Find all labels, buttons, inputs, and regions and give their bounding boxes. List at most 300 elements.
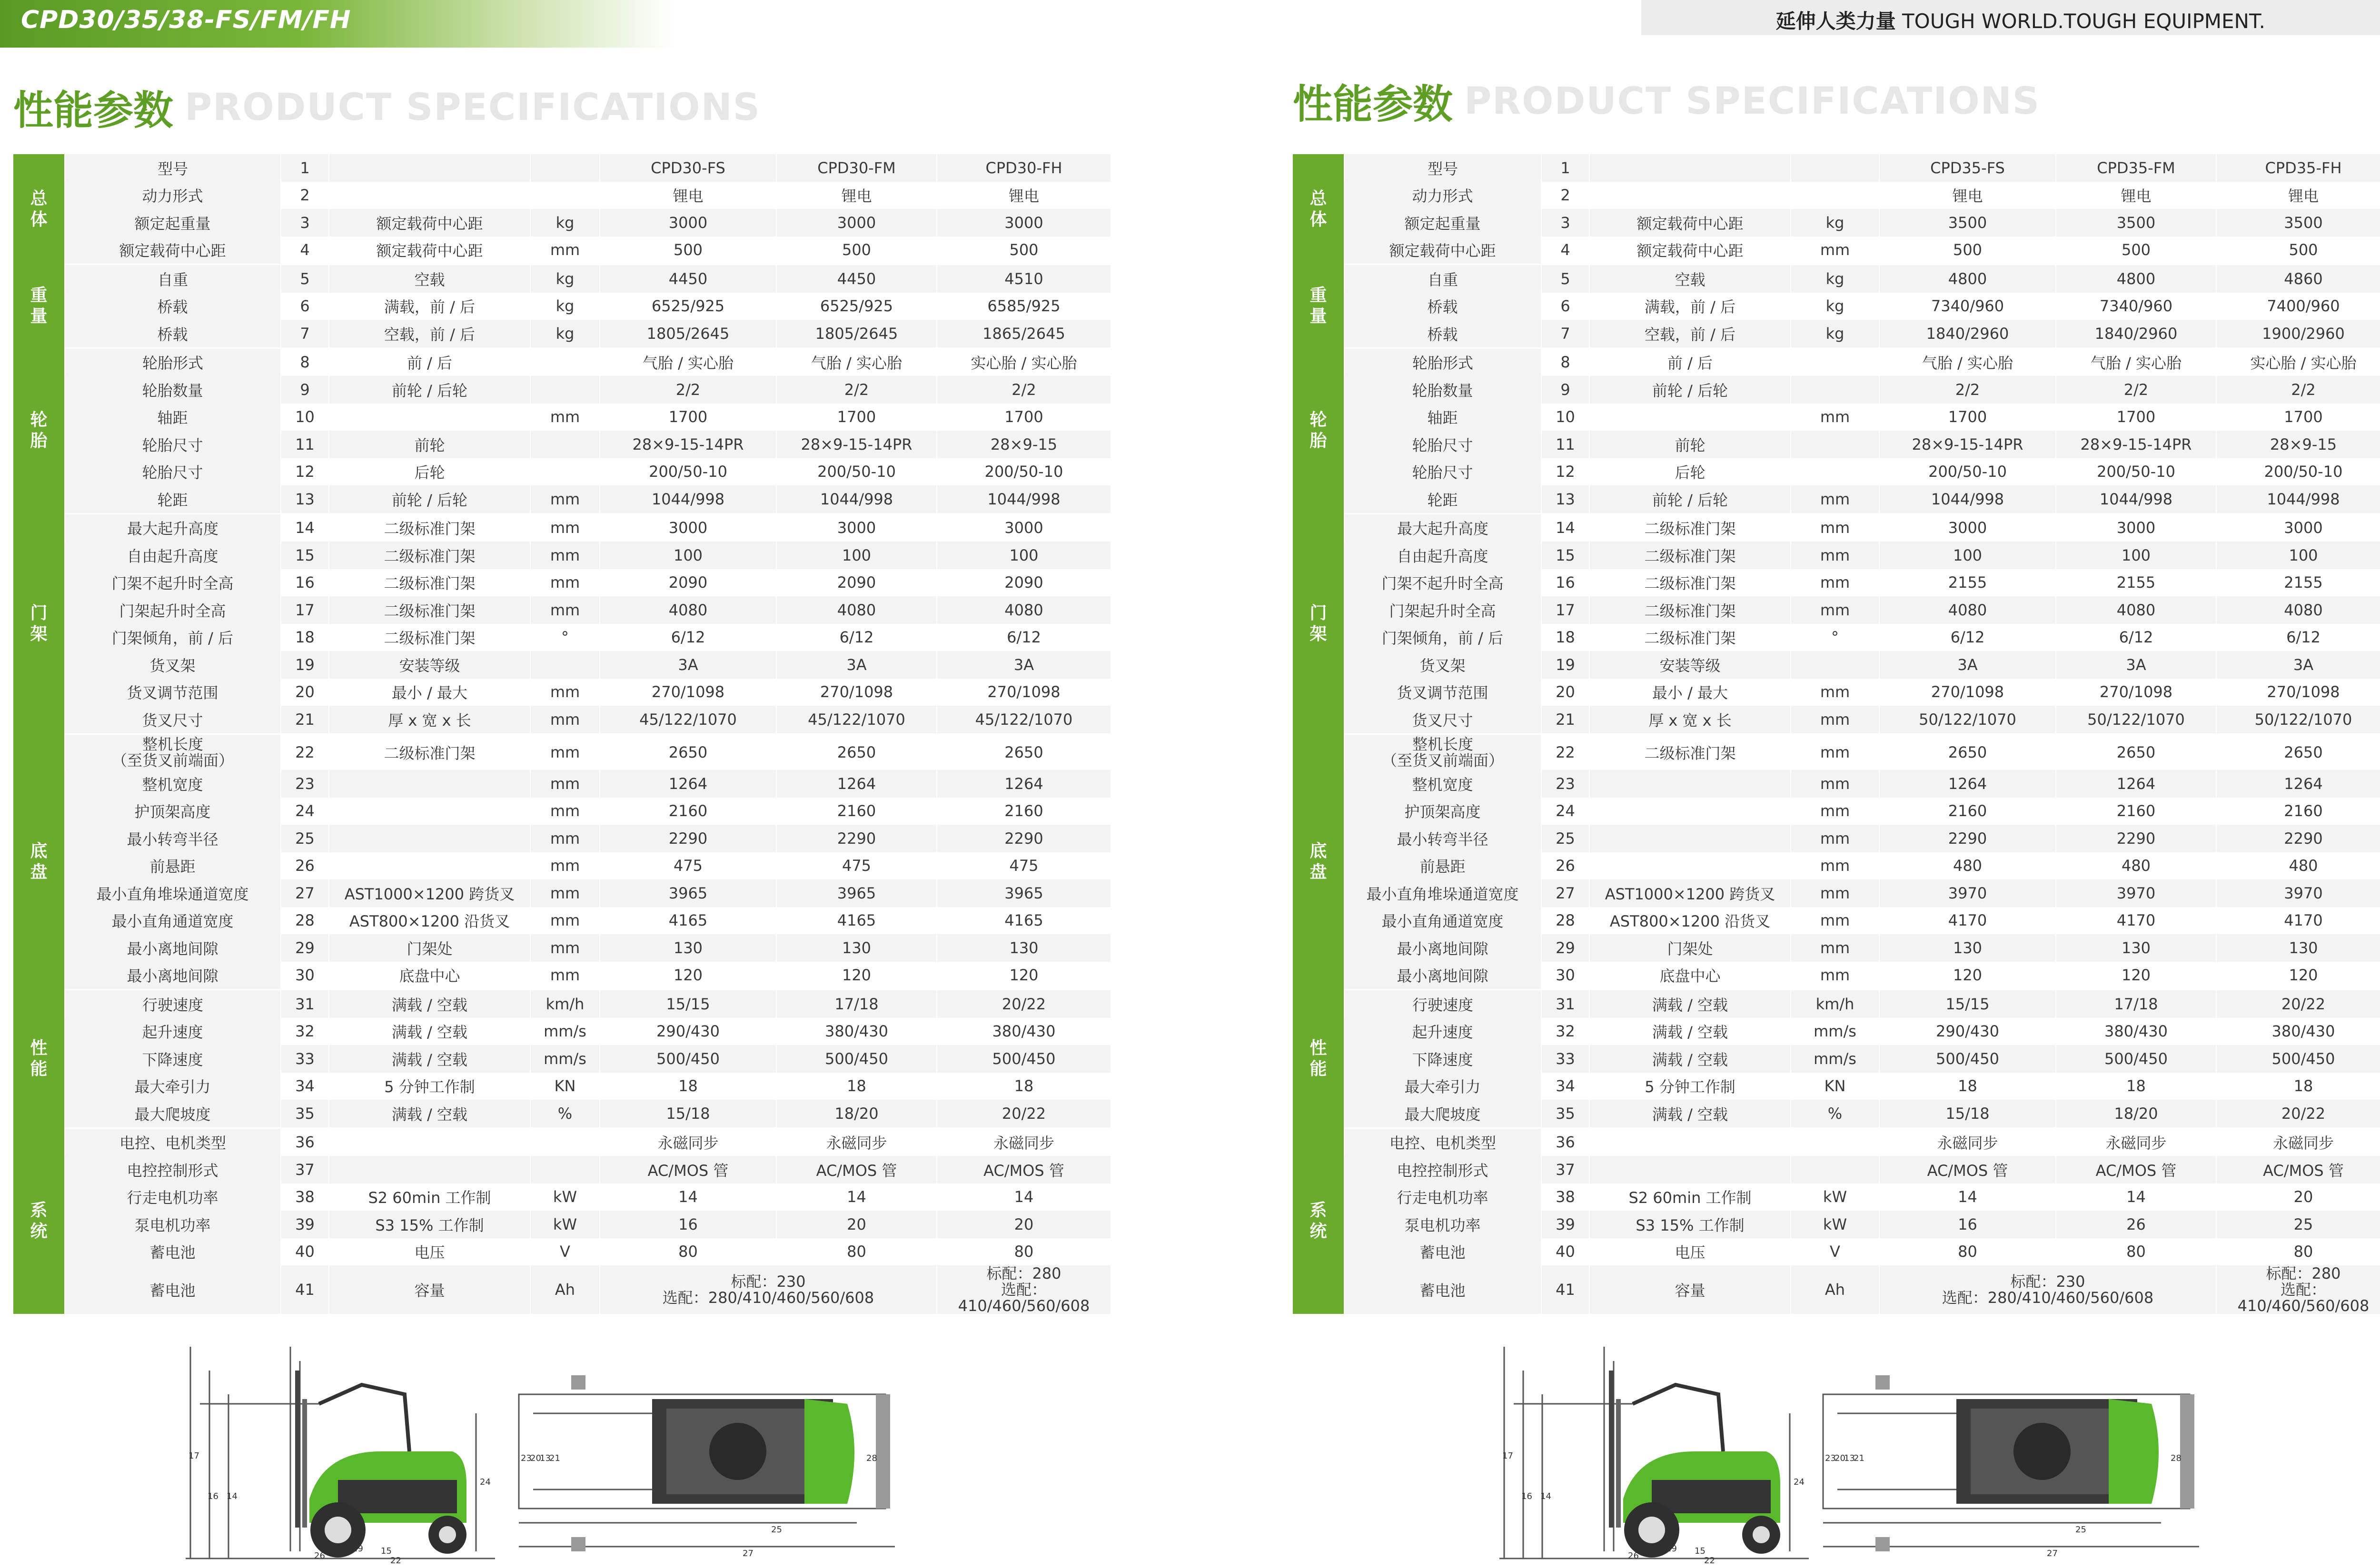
row-number: 32 [281,1018,329,1045]
spec-row [1293,706,2380,734]
spec-row [1293,962,2380,990]
spec-name: 门架起升时全高 [65,596,281,624]
spec-name: 型号 [1344,154,1541,182]
spec-row [1293,1156,2380,1183]
spec-name: 桥载 [1344,293,1541,320]
spec-unit: mm [1791,237,1879,265]
spec-condition: S2 60min 工作制 [329,1183,530,1211]
spec-value: 4080 [2216,596,2380,624]
group-label: 门 架 [13,513,65,734]
spec-value: 475 [937,852,1111,880]
spec-name: 整机长度 （至货叉前端面） [65,734,281,770]
spec-value: 80 [937,1238,1111,1266]
group-label: 门 架 [1293,513,1344,734]
spec-name: 门架倾角，前 / 后 [1344,624,1541,651]
spec-row [1293,1183,2380,1211]
spec-unit: mm/s [530,1018,600,1045]
spec-value: 气胎 / 实心胎 [2056,348,2216,376]
spec-value: 120 [1879,962,2056,990]
spec-unit: kg [530,265,600,293]
spec-row [1293,209,2380,237]
spec-value: 3970 [2216,879,2380,907]
row-number: 13 [281,485,329,513]
spec-row [13,542,1111,569]
spec-value: 3000 [600,513,776,542]
row-number: 23 [1541,770,1589,798]
spec-condition: 满载 / 空载 [329,1045,530,1073]
spec-value: 130 [1879,934,2056,962]
spec-name: 整机宽度 [1344,770,1541,798]
row-number: 36 [281,1128,329,1156]
row-number: 8 [1541,348,1589,376]
spec-value: 1044/998 [776,485,937,513]
spec-value: 50/122/1070 [1879,706,2056,734]
spec-condition: 最小 / 最大 [329,679,530,706]
slogan-cn: 延伸人类力量 [1775,10,1896,33]
spec-name: 最小直角堆垛通道宽度 [65,879,281,907]
spec-row [13,1073,1111,1100]
spec-condition [1589,404,1791,431]
row-number: 10 [1541,404,1589,431]
dim-14: 14 [227,1491,238,1501]
spec-name: 最大爬坡度 [65,1100,281,1128]
forklift-side-view-right [1495,1342,1818,1566]
spec-value: 14 [2056,1183,2216,1211]
section-title-cn: 性能参数 [13,87,174,134]
spec-unit: kW [1791,1211,1879,1238]
spec-value: 120 [2056,962,2216,990]
spec-value: 1044/998 [1879,485,2056,513]
spec-value: 18 [776,1073,937,1100]
spec-condition: 满载 / 空载 [329,990,530,1018]
spec-unit: mm [530,485,600,513]
spec-condition: 二级标准门架 [329,734,530,770]
spec-value: 2160 [937,798,1111,825]
row-number: 26 [1541,852,1589,880]
dim-23: 23 [521,1453,532,1463]
spec-row [13,1128,1111,1156]
row-number: 38 [281,1183,329,1211]
spec-row [13,1211,1111,1238]
spec-value: 4165 [776,907,937,935]
spec-row [1293,320,2380,348]
spec-name: 桥载 [65,293,281,320]
spec-row [1293,852,2380,880]
spec-value: 20/22 [2216,1100,2380,1128]
spec-condition: 前轮 / 后轮 [1589,376,1791,404]
spec-value: 4080 [776,596,937,624]
spec-row [13,154,1111,182]
spec-value: 2650 [2056,734,2216,770]
spec-row [1293,934,2380,962]
spec-condition: 前轮 [1589,431,1791,458]
spec-name: 轮胎形式 [65,348,281,376]
spec-value: 28×9-15-14PR [1879,431,2056,458]
spec-name: 电控控制形式 [65,1156,281,1183]
spec-condition [329,798,530,825]
dim-23: 23 [1825,1453,1836,1463]
spec-value: 2290 [1879,825,2056,852]
spec-unit: % [530,1100,600,1128]
spec-name: 自重 [1344,265,1541,293]
spec-name: 轮胎数量 [1344,376,1541,404]
spec-condition: 前 / 后 [1589,348,1791,376]
spec-row [1293,624,2380,651]
spec-value: 标配：280 选配：410/460/560/608 [2216,1265,2380,1314]
row-number: 41 [281,1265,329,1314]
spec-value: 6/12 [2056,624,2216,651]
spec-value: 100 [2216,542,2380,569]
group-label: 系 统 [13,1128,65,1314]
spec-name: 型号 [65,154,281,182]
spec-condition [329,404,530,431]
dim-15: 15 [1695,1546,1706,1556]
spec-value: 500/450 [2056,1045,2216,1073]
spec-name: 最大牵引力 [65,1073,281,1100]
spec-row [13,265,1111,293]
spec-unit: kW [1791,1183,1879,1211]
row-number: 33 [1541,1045,1589,1073]
spec-value: 380/430 [2056,1018,2216,1045]
spec-row [1293,907,2380,935]
spec-unit: mm [530,542,600,569]
dim-15: 15 [381,1546,392,1556]
row-number: 13 [1541,485,1589,513]
spec-value: 1044/998 [2056,485,2216,513]
spec-condition: 5 分钟工作制 [329,1073,530,1100]
dim-20: 20 [1835,1453,1845,1463]
spec-value: 100 [600,542,776,569]
spec-value: 500/450 [600,1045,776,1073]
spec-condition: 5 分钟工作制 [1589,1073,1791,1100]
spec-value: 2650 [600,734,776,770]
row-number: 22 [281,734,329,770]
spec-condition: 二级标准门架 [329,569,530,597]
spec-row [1293,1073,2380,1100]
spec-value: 3970 [1879,879,2056,907]
spec-unit: kg [530,293,600,320]
spec-name: 下降速度 [65,1045,281,1073]
spec-unit: mm [530,404,600,431]
spec-condition: 门架处 [1589,934,1791,962]
spec-condition: 额定载荷中心距 [1589,209,1791,237]
spec-condition: 门架处 [329,934,530,962]
spec-value: 120 [600,962,776,990]
spec-value: 200/50-10 [776,458,937,486]
spec-unit: kg [530,320,600,348]
spec-unit: mm/s [530,1045,600,1073]
spec-unit [1791,651,1879,679]
dim-25: 25 [771,1525,782,1535]
row-number: 30 [281,962,329,990]
spec-value: 标配：230 选配：280/410/460/560/608 [1879,1265,2216,1314]
group-label: 总 体 [1293,154,1344,265]
spec-condition: 前轮 [329,431,530,458]
row-number: 15 [281,542,329,569]
spec-name: 动力形式 [1344,182,1541,209]
dim-17: 17 [188,1451,199,1461]
spec-condition: 额定载荷中心距 [1589,237,1791,265]
spec-unit [530,458,600,486]
row-number: 12 [281,458,329,486]
row-number: 35 [281,1100,329,1128]
spec-row [13,798,1111,825]
row-number: 5 [1541,265,1589,293]
spec-row [1293,596,2380,624]
group-label: 重 量 [1293,265,1344,348]
spec-row [1293,1018,2380,1045]
spec-value: 2650 [776,734,937,770]
spec-name: 起升速度 [1344,1018,1541,1045]
spec-value: 4080 [1879,596,2056,624]
spec-name: 轮胎形式 [1344,348,1541,376]
spec-name: 动力形式 [65,182,281,209]
spec-row [13,431,1111,458]
spec-value: 2/2 [937,376,1111,404]
spec-value: 4450 [600,265,776,293]
spec-value: 1840/2960 [1879,320,2056,348]
spec-unit: mm [530,706,600,734]
spec-condition: 厚 x 宽 x 长 [329,706,530,734]
spec-value: 1044/998 [600,485,776,513]
spec-row [13,458,1111,486]
spec-condition: 二级标准门架 [1589,734,1791,770]
spec-value: 6/12 [2216,624,2380,651]
spec-value: 500/450 [776,1045,937,1073]
row-number: 14 [1541,513,1589,542]
spec-name: 蓄电池 [1344,1238,1541,1266]
spec-value: 3000 [776,209,937,237]
spec-value: 120 [2216,962,2380,990]
spec-name: 额定起重量 [1344,209,1541,237]
spec-value: 锂电 [2056,182,2216,209]
spec-name: 最小离地间隙 [1344,934,1541,962]
row-number: 16 [1541,569,1589,597]
spec-row [13,907,1111,935]
spec-value: 18 [600,1073,776,1100]
spec-value: 2/2 [600,376,776,404]
dim-13: 13 [1844,1453,1855,1463]
spec-value: 290/430 [1879,1018,2056,1045]
spec-unit: mm [1791,485,1879,513]
spec-value: 7340/960 [1879,293,2056,320]
row-number: 11 [281,431,329,458]
spec-row [13,209,1111,237]
dim-29: 29 [1666,1544,1677,1554]
spec-row [13,990,1111,1018]
spec-condition: S2 60min 工作制 [1589,1183,1791,1211]
spec-name: 门架倾角，前 / 后 [65,624,281,651]
spec-value: 4170 [2216,907,2380,935]
row-number: 25 [281,825,329,852]
spec-name: 桥载 [65,320,281,348]
spec-value: 20/22 [2216,990,2380,1018]
spec-unit: mm [1791,907,1879,935]
spec-value: 2160 [600,798,776,825]
row-number: 9 [281,376,329,404]
row-number: 17 [1541,596,1589,624]
spec-unit [1791,182,1879,209]
row-number: 31 [1541,990,1589,1018]
spec-condition: 满载 / 空载 [1589,990,1791,1018]
spec-condition [329,1128,530,1156]
row-number: 10 [281,404,329,431]
spec-condition: 二级标准门架 [329,624,530,651]
spec-value: 6/12 [600,624,776,651]
row-number: 7 [281,320,329,348]
spec-name: 电控、电机类型 [1344,1128,1541,1156]
spec-row [13,1045,1111,1073]
spec-name: 行驶速度 [65,990,281,1018]
spec-value: 130 [937,934,1111,962]
spec-name: 行驶速度 [1344,990,1541,1018]
spec-value: 380/430 [937,1018,1111,1045]
spec-unit: mm [530,734,600,770]
spec-row [13,485,1111,513]
group-label: 底 盘 [13,734,65,990]
model-name-header: CPD35-FH [2216,154,2380,182]
spec-condition [1589,798,1791,825]
spec-condition: 最小 / 最大 [1589,679,1791,706]
spec-condition [329,770,530,798]
spec-value: 475 [776,852,937,880]
spec-row [13,237,1111,265]
spec-value: 15/18 [600,1100,776,1128]
spec-value: 6/12 [937,624,1111,651]
spec-name: 额定载荷中心距 [65,237,281,265]
spec-value: 18 [2216,1073,2380,1100]
spec-value: 3965 [600,879,776,907]
spec-value: 270/1098 [2056,679,2216,706]
spec-unit [530,376,600,404]
spec-name: 轮胎尺寸 [1344,458,1541,486]
spec-value: 500 [937,237,1111,265]
spec-value: 3A [2056,651,2216,679]
row-number: 8 [281,348,329,376]
spec-value: 25 [2216,1211,2380,1238]
spec-unit [1791,458,1879,486]
spec-unit: mm/s [1791,1018,1879,1045]
spec-condition: 二级标准门架 [329,542,530,569]
row-number: 6 [281,293,329,320]
forklift-top-view-left [514,1366,909,1566]
spec-value: 18/20 [776,1100,937,1128]
spec-value: 15/15 [600,990,776,1018]
spec-name: 货叉架 [65,651,281,679]
spec-value: 1805/2645 [776,320,937,348]
row-number: 34 [1541,1073,1589,1100]
spec-unit: Ah [1791,1265,1879,1314]
spec-condition: 后轮 [329,458,530,486]
spec-unit: mm [1791,513,1879,542]
spec-value: AC/MOS 管 [2056,1156,2216,1183]
dim-22: 22 [390,1556,401,1566]
spec-value: 200/50-10 [937,458,1111,486]
spec-value: 3500 [2056,209,2216,237]
row-number: 40 [281,1238,329,1266]
spec-row [13,293,1111,320]
row-number: 22 [1541,734,1589,770]
spec-condition: 满载 / 空载 [329,1100,530,1128]
spec-value: 4165 [600,907,776,935]
spec-value: 4450 [776,265,937,293]
spec-unit: mm [1791,734,1879,770]
spec-condition: 二级标准门架 [1589,513,1791,542]
spec-name: 蓄电池 [65,1238,281,1266]
spec-value: 20/22 [937,990,1111,1018]
spec-value: 1264 [776,770,937,798]
spec-row [13,852,1111,880]
spec-value: AC/MOS 管 [1879,1156,2056,1183]
spec-value: 3A [600,651,776,679]
spec-value: 380/430 [776,1018,937,1045]
spec-value: 气胎 / 实心胎 [776,348,937,376]
spec-row [1293,404,2380,431]
spec-condition: 二级标准门架 [1589,542,1791,569]
spec-unit: kg [1791,320,1879,348]
spec-value: 实心胎 / 实心胎 [937,348,1111,376]
spec-condition [329,182,530,209]
spec-value: 18 [1879,1073,2056,1100]
spec-value: 80 [2056,1238,2216,1266]
spec-value: 100 [2056,542,2216,569]
spec-condition [1589,852,1791,880]
spec-condition: AST800×1200 沿货叉 [329,907,530,935]
spec-row [1293,651,2380,679]
spec-row [1293,348,2380,376]
row-number: 20 [281,679,329,706]
spec-row [1293,265,2380,293]
spec-value: 3000 [2216,513,2380,542]
spec-condition: 安装等级 [1589,651,1791,679]
spec-condition: 电压 [329,1238,530,1266]
spec-value: 6585/925 [937,293,1111,320]
spec-unit: mm [530,962,600,990]
spec-unit: kg [1791,265,1879,293]
row-number: 39 [281,1211,329,1238]
spec-unit: mm [530,879,600,907]
spec-condition: 前轮 / 后轮 [329,376,530,404]
spec-value: 2090 [776,569,937,597]
spec-value: 50/122/1070 [2056,706,2216,734]
spec-value: 3965 [776,879,937,907]
spec-value: 1700 [776,404,937,431]
spec-value: 1700 [1879,404,2056,431]
dim-28: 28 [866,1453,877,1463]
spec-unit: mm [1791,706,1879,734]
spec-value: 2155 [2056,569,2216,597]
spec-unit: kg [1791,209,1879,237]
spec-table-right [1293,154,2380,1314]
spec-unit: mm [1791,596,1879,624]
spec-value: 130 [2056,934,2216,962]
spec-row [13,404,1111,431]
spec-name: 门架不起升时全高 [1344,569,1541,597]
spec-condition: 二级标准门架 [329,513,530,542]
spec-row [13,1100,1111,1128]
row-number: 26 [281,852,329,880]
spec-name: 起升速度 [65,1018,281,1045]
spec-row [1293,513,2380,542]
spec-unit: KN [1791,1073,1879,1100]
spec-unit [530,182,600,209]
spec-value: AC/MOS 管 [2216,1156,2380,1183]
spec-value: 永磁同步 [2216,1128,2380,1156]
row-number: 27 [1541,879,1589,907]
spec-condition: AST1000×1200 跨货叉 [1589,879,1791,907]
spec-value: 14 [600,1183,776,1211]
spec-condition: 额定载荷中心距 [329,237,530,265]
